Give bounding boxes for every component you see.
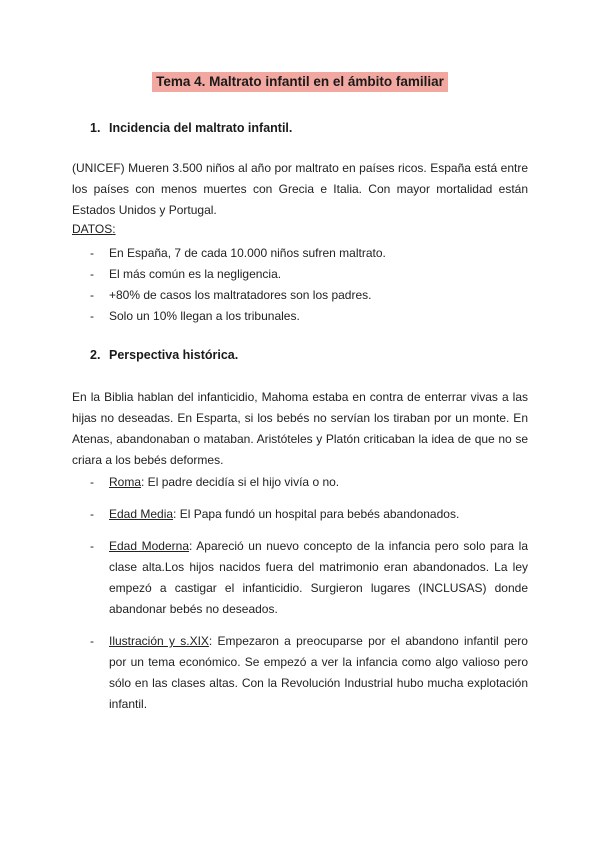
history-text: : Apareció un nuevo concepto de la infancia pero solo para la clase alta.Los hijos nacidos fuera del matrimonio eran abandonados. La ley empezó a castigar el infanticidio. Surgieron lugares (INCLUSAS) donde abandonar bebés no deseados. xyxy=(109,539,528,616)
history-term: Edad Moderna xyxy=(109,539,190,553)
datos-list xyxy=(90,243,528,327)
history-text: : El Papa fundó un hospital para bebés abandonados. xyxy=(173,507,460,521)
document-title: Tema 4. Maltrato infantil en el ámbito familiar xyxy=(152,72,448,92)
list-item: - En España, 7 de cada 10.000 niños sufren maltrato. xyxy=(90,243,528,264)
datos-label xyxy=(72,222,116,236)
history-term: Roma xyxy=(109,475,142,489)
section2-number: 2. xyxy=(90,348,101,362)
title-block xyxy=(0,72,600,92)
list-item xyxy=(90,504,528,525)
section2-paragraph: En la Biblia hablan del infanticidio, Mahoma estaba en contra de enterrar vivas a las hijas no deseadas. En Esparta, si los bebés no servían los tiraban por un monte. En Atenas, abandonaban o mataban. Aristóteles y Platón criticaban la idea de que no se criara a los bebés deformes. xyxy=(72,390,528,467)
list-item xyxy=(90,472,528,493)
history-text: : El padre decidía si el hijo vivía o no. xyxy=(141,475,340,489)
list-item xyxy=(90,631,528,715)
datos-label-text: DATOS xyxy=(72,222,113,236)
list-item: - Solo un 10% llegan a los tribunales. xyxy=(90,306,528,327)
section1-paragraph: (UNICEF) Mueren 3.500 niños al año por maltrato en países ricos. España está entre los países con menos muertes con Grecia e Italia. Con mayor mortalidad están Estados Unidos y Portugal. xyxy=(72,161,528,217)
history-term: Edad Media xyxy=(109,507,174,521)
section1-heading xyxy=(90,121,292,135)
list-item: - El más común es la negligencia. xyxy=(90,264,528,285)
section2-heading-text: Perspectiva histórica. xyxy=(109,348,239,362)
history-list xyxy=(90,472,528,715)
history-term: Ilustración y s.XIX xyxy=(109,634,209,648)
history-text: : Empezaron a preocuparse por el abandono infantil pero por un tema económico. Se empezó a ver la infancia como algo valioso pero sólo en las clases altas. Con la Revolución Industrial hubo mucha explotación infantil. xyxy=(109,634,528,711)
datos-colon: : xyxy=(112,222,116,236)
section1-heading-text: Incidencia del maltrato infantil. xyxy=(109,121,293,135)
section1-number: 1. xyxy=(90,121,101,135)
list-item xyxy=(90,536,528,620)
list-item: - +80% de casos los maltratadores son los padres. xyxy=(90,285,528,306)
section2-heading xyxy=(90,348,238,362)
